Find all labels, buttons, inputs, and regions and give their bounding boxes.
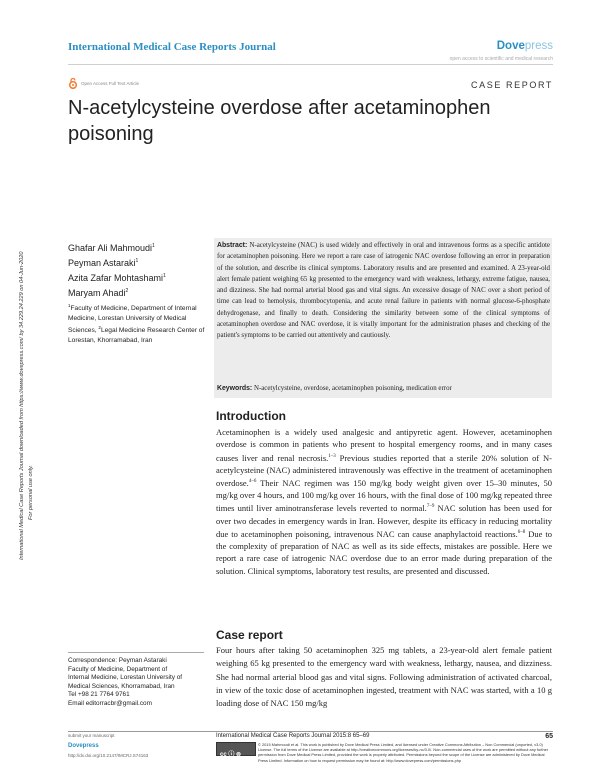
download-watermark bbox=[18, 140, 44, 560]
creative-commons-icon[interactable] bbox=[216, 742, 256, 756]
footer-publisher: Dovepress bbox=[68, 743, 99, 749]
doi-link[interactable]: http://dx.doi.org/10.2147/IMCRJ.S74163 bbox=[68, 753, 149, 758]
correspondence-block: Correspondence: Peyman Astaraki Faculty of Medicine, Department of Internal Medicine, Lorestan University of Medical Sciences, Khorramabad, Iran Tel +98 21 7764 9761 Email editorracbr@gmail.com bbox=[68, 657, 208, 709]
license-text: © 2015 Mahmoudi et al. This work is published by Dove Medical Press Limited, and licensed under Creative Commons Attribution – Non Commercial (unported, v3.0) License. The full terms of the License are available at http://creativecommons.org/licenses/by-nc/3.0/. Non-commercial uses of the work are permitted without any further permission from Dove Medical Press Limited, provided the work is properly attributed. Permissions beyond the scope of the License are administered by Dove Medical Press Limited. Information on how to request permission may be found at: http://www.dovepress.com/permissions.php bbox=[258, 742, 549, 763]
affiliations: $^1$Faculty of Medicine, Department of Internal Medicine, Lorestan University of Medical Sciences, $^2$Legal Medicine Research Center of Lorestan, Khorramabad, Iran bbox=[68, 303, 205, 344]
download-watermark-line1: International Medical Case Reports Journal downloaded from https://www.dovepress.com/ by 34.229.24.229 on 04-Jun-2020 bbox=[19, 251, 25, 560]
journal-citation: International Medical Case Reports Journal 2015:8 65–69 bbox=[216, 733, 370, 739]
author-1: Ghafar Ali Mahmoudi$^1$ bbox=[68, 243, 155, 253]
case-report-text: Four hours after taking 50 acetaminophen 325 mg tablets, a 23-year-old alert female patient weighing 65 kg presented to the emergency ward with weakness, lethargy, nausea, and dizziness. She had normal arterial blood gas and vital signs. Following administration of activated charcoal, in view of the toxic dose of acetaminophen ingested, treatment with NAC was started, with a 10 g loading dose of NAC 150 mg/kg bbox=[216, 645, 552, 709]
author-4: Maryam Ahadi$^2$ bbox=[68, 288, 129, 298]
introduction-text: Acetaminophen is a widely used analgesic and antipyretic agent. However, acetaminophen overdose is common in patients who present to hospital emergency rooms, and in many cases causes liver and renal necrosis.$^{1-3}$ Previous studies reported that a sterile 20% solution of N-acetylcysteine (NAC) administered intravenously was effective in the treatment of acetaminophen overdose.$^{4-6}$ Their NAC regimen was 150 mg/kg body weight given over 15–30 minutes, 50 mg/kg over 4 hours, and 100 mg/kg over 16 hours, with the final dose of 100 mg/kg repeated three times until liver aminotransferase levels reverted to normal.$^{7-9}$ NAC solution has been used for over two decades in emergency wards in Iran. However, despite its efficacy in reducing mortality due to acetaminophen poisoning, intravenous NAC can cause anaphylactoid reactions.$^{6-8}$ Due to the complexity of preparation of NAC as well as its side effects, mistakes are possible. Here we report a rare case of iatrogenic NAC overdose due to an error made during preparation of the solution. Clinical symptoms, laboratory test results, are presented and discussed. bbox=[216, 427, 553, 576]
header-divider bbox=[68, 64, 553, 65]
citation-link[interactable]: 6–8 bbox=[517, 529, 526, 535]
correspondence-email[interactable]: Email editorracbr@gmail.com bbox=[68, 699, 152, 707]
footer-divider bbox=[68, 731, 553, 732]
abstract: Abstract: N-acetylcysteine (NAC) is used widely and effectively in oral and intravenous forms as a specific antidote for acetaminophen poisoning. Here we report a rare case of iatrogenic NAC overdose following an error in preparation of the solution, and describe its clinical symptoms. Laboratory results and are presented and examined. A 23-year-old alert female patient weighing 65 kg presented to the emergency ward with weakness, lethargy, extreme fatigue, nausea, and dizziness. She had normal arterial blood gas and vital signs. An excessive dosage of NAC over a short period of time can lead to hemolysis, thrombocytopenia, and acute renal failure in patients with normal glucose-6-phosphate dehydrogenase, and finally to death. Considering the similarity between some of the clinical symptoms of acetaminophen overdose and NAC overdose, it is vitally important for the administration phases and checking of the patient's symptoms to be carried out attentively and cautiously. bbox=[217, 242, 550, 340]
publisher-logo-light: press bbox=[524, 40, 553, 52]
author-3: Azita Zafar Mohtashami$^1$ bbox=[68, 273, 166, 283]
correspondence-divider bbox=[68, 652, 204, 653]
case-report-heading: Case report bbox=[216, 628, 283, 642]
author-2: Peyman Astaraki$^1$ bbox=[68, 258, 139, 268]
article-type: CASE REPORT bbox=[471, 80, 553, 90]
submit-manuscript-link[interactable]: submit your manuscript bbox=[68, 733, 115, 738]
introduction-heading: Introduction bbox=[216, 409, 286, 423]
citation-link[interactable]: 1–3 bbox=[328, 453, 336, 459]
open-access-lock-icon bbox=[68, 78, 78, 89]
article-title: N-acetylcysteine overdose after acetaminophen poisoning bbox=[68, 97, 491, 145]
keywords: Keywords: N-acetylcysteine, overdose, acetaminophen poisoning, medication error bbox=[217, 385, 452, 392]
page-number: 65 bbox=[545, 733, 553, 740]
journal-name: International Medical Case Reports Journal bbox=[68, 41, 276, 53]
open-access-label: Open Access Full Text Article bbox=[81, 81, 139, 86]
creative-commons-label: cc ⓘ ⊜ bbox=[220, 752, 242, 758]
citation-link[interactable]: 7–9 bbox=[426, 504, 435, 510]
author-list bbox=[68, 240, 166, 300]
download-watermark-line2: For personal use only. bbox=[28, 465, 34, 520]
publisher-tagline: open access to scientific and medical research bbox=[449, 56, 553, 62]
publisher-logo[interactable] bbox=[497, 40, 553, 52]
publisher-logo-bold: Dove bbox=[496, 40, 525, 52]
citation-link[interactable]: 4–6 bbox=[248, 479, 257, 485]
